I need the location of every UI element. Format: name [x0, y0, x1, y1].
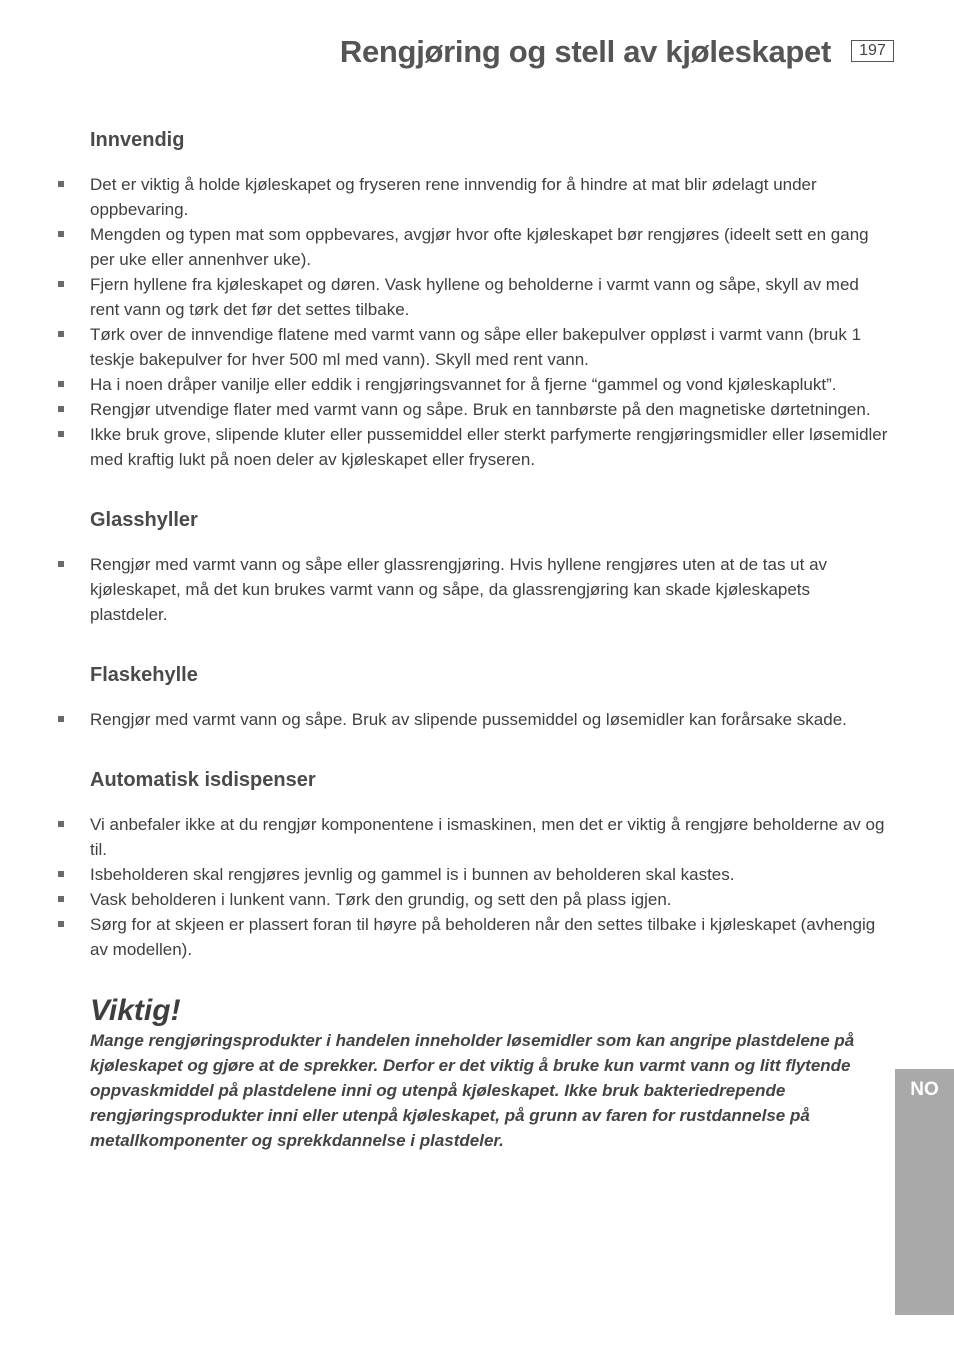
list-item — [90, 222, 890, 272]
section-heading-isdispenser: Automatisk isdispenser — [90, 769, 316, 791]
bullet-square-icon — [58, 716, 64, 722]
bullet-list-innvendig — [90, 172, 890, 472]
bullet-square-icon — [58, 381, 64, 387]
list-item-text: Isbeholderen skal rengjøres jevnlig og gammel is i bunnen av beholderen skal kastes. — [90, 865, 735, 884]
bullet-square-icon — [58, 331, 64, 337]
list-item — [90, 422, 890, 472]
bullet-square-icon — [58, 871, 64, 877]
important-text: Mange rengjøringsprodukter i handelen inneholder løsemidler som kan angripe plastdelene på kjøleskapet og gjøre at de sprekker. Derfor er det viktig å bruke kun varmt vann og litt flytende oppvaskmiddel på plastdelene inni og utenpå kjøleskapet. Ikke bruk bakteriedrepende rengjøringsprodukter inni eller utenpå kjøleskapet, på grunn av faren for rustdannelse på metallkomponenter og sprekkdannelse i plastdeler. — [90, 1031, 855, 1150]
bullet-square-icon — [58, 231, 64, 237]
bullet-square-icon — [58, 561, 64, 567]
list-item — [90, 322, 890, 372]
list-item-text: Rengjør med varmt vann og såpe. Bruk av slipende pussemiddel og løsemidler kan forårsake skade. — [90, 710, 847, 729]
language-tab-label: NO — [910, 1079, 939, 1100]
page-title: Rengjøring og stell av kjøleskapet — [339, 34, 831, 69]
bullet-square-icon — [58, 896, 64, 902]
list-item — [90, 862, 890, 887]
list-item-text: Mengden og typen mat som oppbevares, avgjør hvor ofte kjøleskapet bør rengjøres (ideelt sett en gang per uke eller annenhver uke). — [90, 225, 869, 269]
list-item-text: Tørk over de innvendige flatene med varmt vann og såpe eller bakepulver oppløst i varmt vann (bruk 1 teskje bakepulver for hver 500 ml med vann). Skyll med rent vann. — [90, 325, 862, 369]
list-item — [90, 552, 890, 627]
bullet-square-icon — [58, 281, 64, 287]
list-item-text: Rengjør utvendige flater med varmt vann og såpe. Bruk en tannbørste på den magnetiske dørtetningen. — [90, 400, 871, 419]
list-item-text: Rengjør med varmt vann og såpe eller glassrengjøring. Hvis hyllene rengjøres uten at de tas ut av kjøleskapet, må det kun brukes varmt vann og såpe, da glassrengjøring kan skade kjøleskapets plastdeler. — [90, 555, 828, 624]
list-item — [90, 707, 890, 732]
bullet-square-icon — [58, 921, 64, 927]
page-number: 197 — [851, 40, 894, 62]
bullet-square-icon — [58, 431, 64, 437]
list-item — [90, 372, 890, 397]
bullet-square-icon — [58, 181, 64, 187]
list-item — [90, 397, 890, 422]
bullet-list-isdispenser — [90, 812, 890, 962]
list-item-text: Vi anbefaler ikke at du rengjør komponentene i ismaskinen, men det er viktig å rengjøre beholderne av og til. — [90, 815, 885, 859]
bullet-list-glasshyller — [90, 552, 890, 627]
list-item — [90, 912, 890, 962]
list-item-text: Ikke bruk grove, slipende kluter eller pussemiddel eller sterkt parfymerte rengjøringsmidler eller løsemidler med kraftig lukt på noen deler av kjøleskapet eller fryseren. — [90, 425, 888, 469]
section-heading-flaskehylle: Flaskehylle — [90, 664, 198, 686]
section-heading-glasshyller: Glasshyller — [90, 509, 198, 531]
list-item-text: Fjern hyllene fra kjøleskapet og døren. Vask hyllene og beholderne i varmt vann og såpe, skyll av med rent vann og tørk det før det settes tilbake. — [90, 275, 859, 319]
important-notice — [90, 994, 890, 1153]
main-content — [90, 124, 890, 1153]
list-item — [90, 887, 890, 912]
section-heading-innvendig: Innvendig — [90, 129, 185, 151]
list-item — [90, 272, 890, 322]
list-item-text: Det er viktig å holde kjøleskapet og fryseren rene innvendig for å hindre at mat blir ødelagt under oppbevaring. — [90, 175, 817, 219]
bullet-square-icon — [58, 406, 64, 412]
list-item — [90, 172, 890, 222]
language-tab — [895, 1069, 954, 1315]
list-item-text: Ha i noen dråper vanilje eller eddik i rengjøringsvannet for å fjerne “gammel og vond kjøleskaplukt”. — [90, 375, 837, 394]
list-item-text: Sørg for at skjeen er plassert foran til høyre på beholderen når den settes tilbake i kjøleskapet (avhengig av modellen). — [90, 915, 876, 959]
bullet-list-flaskehylle — [90, 707, 890, 732]
important-title: Viktig! — [90, 994, 181, 1027]
bullet-square-icon — [58, 821, 64, 827]
list-item — [90, 812, 890, 862]
list-item-text: Vask beholderen i lunkent vann. Tørk den grundig, og sett den på plass igjen. — [90, 890, 672, 909]
